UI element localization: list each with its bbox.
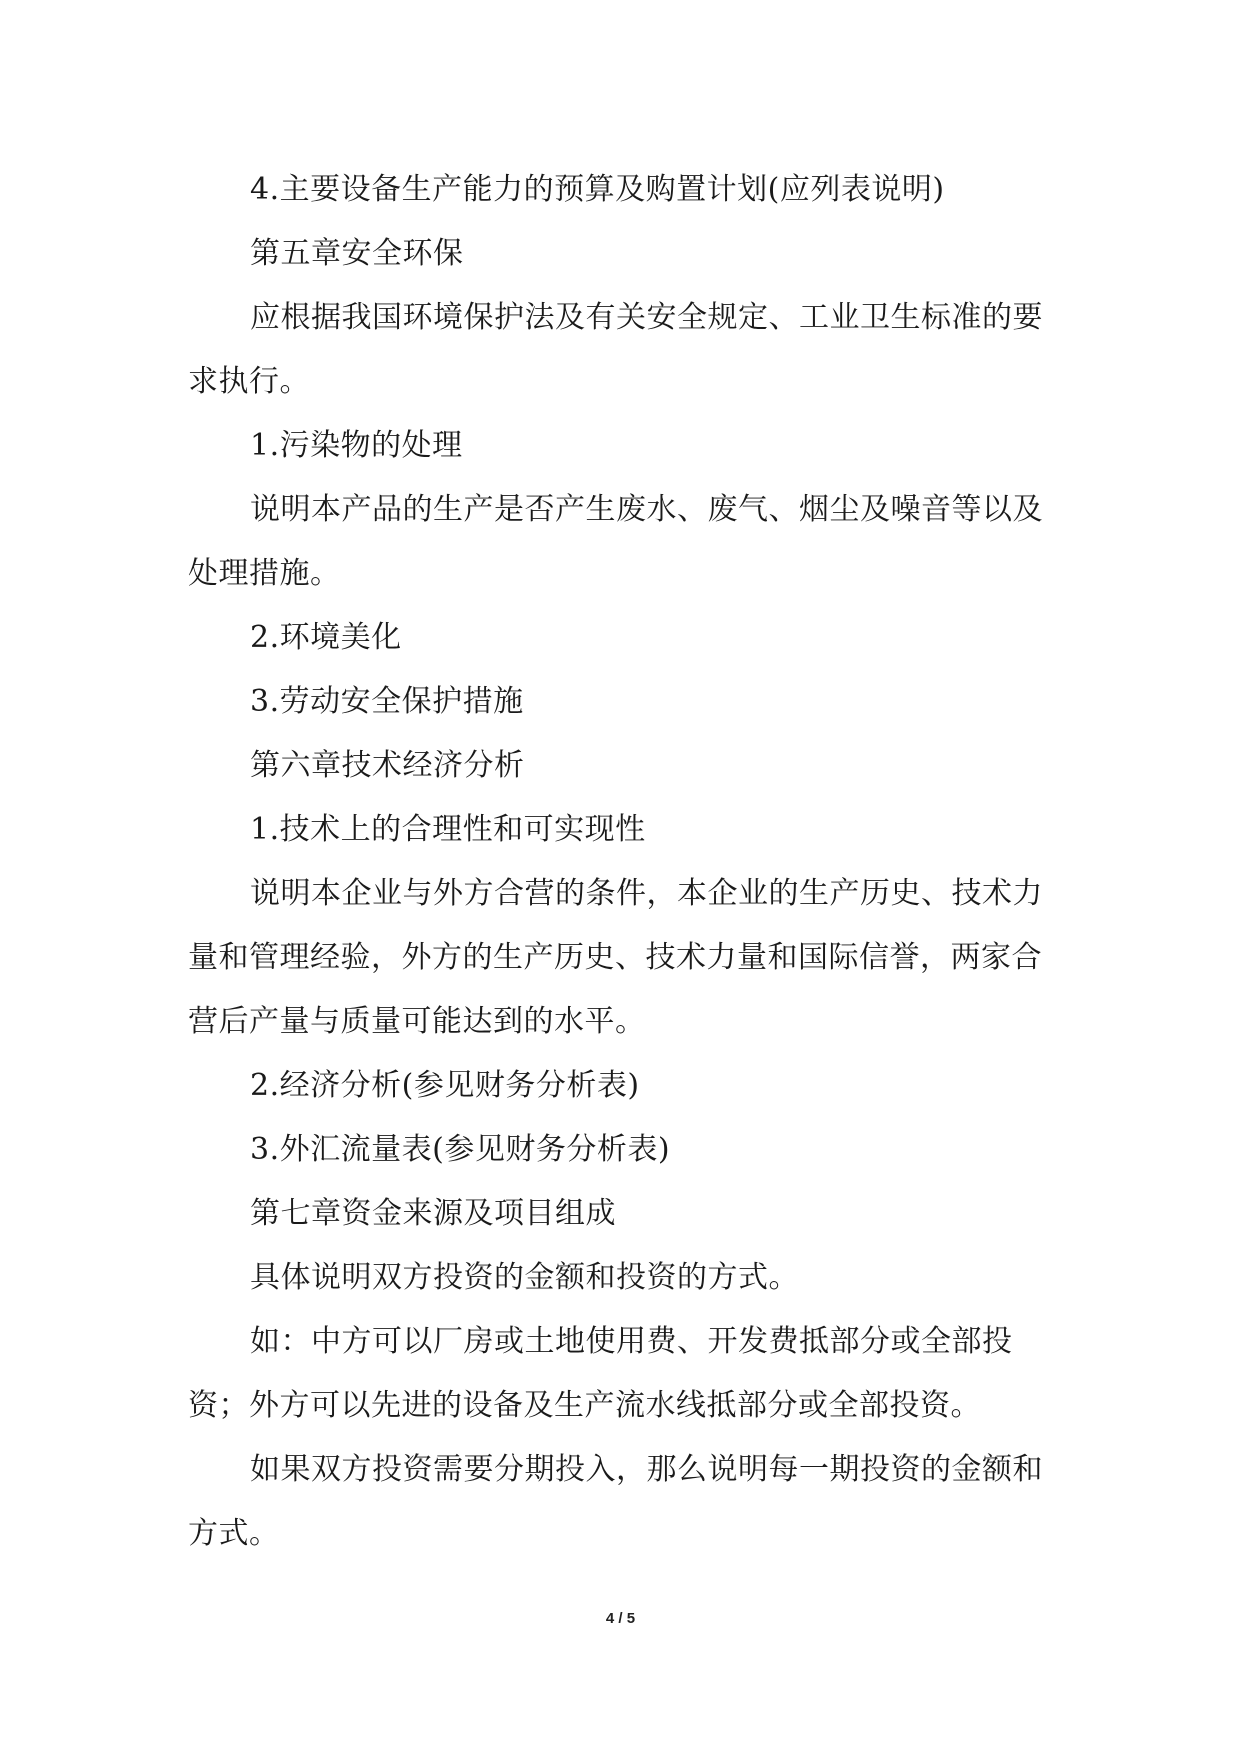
chapter-6-heading: 第六章技术经济分析 <box>250 748 525 783</box>
paragraph-pollutant-description: 说明本产品的生产是否产生废水、废气、烟尘及噪音等以及处理措施。 <box>188 492 1043 591</box>
document-body <box>188 158 1056 1566</box>
chapter-5-heading: 第五章安全环保 <box>250 236 464 271</box>
item-economic-analysis: 2.经济分析(参见财务分析表) <box>250 1068 640 1103</box>
item-foreign-exchange-flow: 3.外汇流量表(参见财务分析表) <box>250 1132 671 1167</box>
paragraph-investment-description: 具体说明双方投资的金额和投资的方式。 <box>250 1260 799 1295</box>
item-labor-safety: 3.劳动安全保护措施 <box>250 684 524 719</box>
page-number: 4 / 5 <box>605 1610 636 1627</box>
paragraph-phased-investment: 如果双方投资需要分期投入，那么说明每一期投资的金额和方式。 <box>188 1452 1043 1551</box>
item-environment-beautification: 2.环境美化 <box>250 620 402 655</box>
paragraph-joint-venture-conditions: 说明本企业与外方合营的条件，本企业的生产历史、技术力量和管理经验，外方的生产历史、技术力量和国际信誉，两家合营后产量与质量可能达到的水平。 <box>188 876 1043 1039</box>
item-technical-feasibility: 1.技术上的合理性和可实现性 <box>250 812 646 847</box>
paragraph-equipment-budget: 4.主要设备生产能力的预算及购置计划(应列表说明) <box>250 172 945 207</box>
chapter-7-heading: 第七章资金来源及项目组成 <box>250 1196 616 1231</box>
paragraph-environmental-law: 应根据我国环境保护法及有关安全规定、工业卫生标准的要求执行。 <box>188 300 1043 399</box>
paragraph-investment-example: 如：中方可以厂房或土地使用费、开发费抵部分或全部投资；外方可以先进的设备及生产流水线抵部分或全部投资。 <box>188 1324 1013 1423</box>
item-pollutant-treatment: 1.污染物的处理 <box>250 428 463 463</box>
